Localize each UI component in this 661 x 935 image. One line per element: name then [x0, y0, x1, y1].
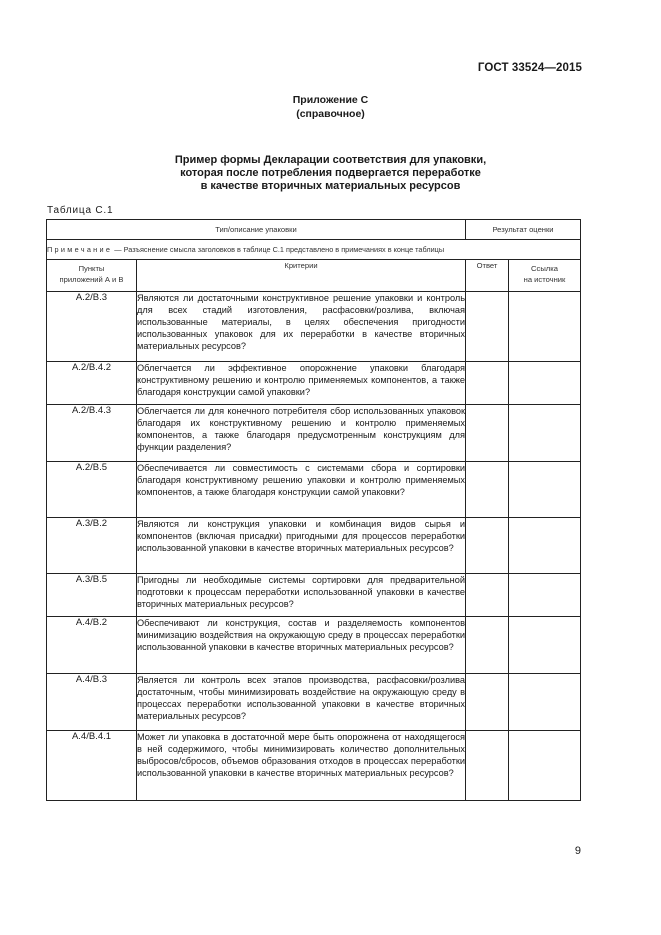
title-line-1: Пример формы Декларации соответствия для упаковки, [174, 154, 487, 166]
row-reference-cell[interactable] [509, 405, 581, 462]
appendix-heading [0, 93, 661, 121]
table-row [47, 518, 581, 574]
row-code: А.2/В.5 [47, 462, 137, 518]
row-criterion: Является ли контроль всех этапов производства, расфасовки/розлива достаточным, чтобы минимизировать воздействие на окружающую среду в процессах переработки использованной упаковки в качестве вторичных материальных ресурсов? [137, 674, 466, 731]
row-reference-cell[interactable] [509, 674, 581, 731]
row-reference-cell[interactable] [509, 574, 581, 617]
row-code: А.4/В.2 [47, 617, 137, 674]
table-column-header-row [47, 260, 581, 292]
row-answer-cell[interactable] [466, 518, 509, 574]
row-code: А.2/В.4.2 [47, 362, 137, 405]
row-answer-cell[interactable] [466, 617, 509, 674]
row-code: А.2/В.4.3 [47, 405, 137, 462]
table-row [47, 292, 581, 362]
table-header-top-row [47, 220, 581, 240]
table-row [47, 405, 581, 462]
header-packaging-type: Тип/описание упаковки [47, 220, 466, 240]
row-code: А.3/В.5 [47, 574, 137, 617]
appendix-title: Приложение С [292, 94, 369, 106]
table-row [47, 574, 581, 617]
row-answer-cell[interactable] [466, 292, 509, 362]
title-line-3: в качестве вторичных материальных ресурсов [200, 180, 461, 192]
row-reference-cell[interactable] [509, 292, 581, 362]
col-header-points [47, 260, 137, 292]
row-answer-cell[interactable] [466, 462, 509, 518]
row-answer-cell[interactable] [466, 362, 509, 405]
row-code: А.4/В.4.1 [47, 731, 137, 801]
row-reference-cell[interactable] [509, 518, 581, 574]
row-answer-cell[interactable] [466, 574, 509, 617]
table-note [47, 240, 581, 260]
row-criterion: Облегчается ли эффективное опорожнение упаковки благодаря конструктивному решению и контролю применяемых компонентов, а также благодаря конструкции самой упаковки? [137, 362, 466, 405]
col-header-reference-line2: на источник [523, 275, 566, 284]
table-row [47, 617, 581, 674]
row-criterion: Облегчается ли для конечного потребителя сбор использованных упаковок благодаря их конструктивному решению и контролю применяемых компонентов, а также благодаря предусмотренным конструкциям для функции разделения? [137, 405, 466, 462]
title-line-2: которая после потребления подвергается переработке [180, 167, 481, 179]
row-reference-cell[interactable] [509, 362, 581, 405]
row-criterion: Являются ли конструкция упаковки и комбинация видов сырья и компонентов (включая присадки) пригодными для процессов переработки использованной упаковки в качестве вторичных материальных ресурсов? [137, 518, 466, 574]
table-row [47, 674, 581, 731]
table-row [47, 362, 581, 405]
col-header-reference-line1: Ссылка [531, 264, 558, 273]
row-criterion: Пригодны ли необходимые системы сортировки для предварительной подготовки к процессам переработки использованной упаковки в качестве вторичных материальных ресурсов? [137, 574, 466, 617]
declaration-table [46, 219, 581, 801]
row-answer-cell[interactable] [466, 731, 509, 801]
col-header-answer: Ответ [466, 260, 509, 292]
document-number: ГОСТ 33524—2015 [477, 62, 582, 74]
row-code: А.4/В.3 [47, 674, 137, 731]
note-label: Примечание [47, 245, 113, 254]
page-title [0, 154, 661, 193]
col-header-points-line2: приложений А и В [59, 275, 124, 284]
col-header-points-line1: Пункты [78, 264, 105, 273]
table-row [47, 731, 581, 801]
row-criterion: Обеспечивают ли конструкция, состав и разделяемость компонентов минимизацию воздействия на окружающую среду в процессах переработки использованной упаковки в качестве вторичных материальных ресурсов? [137, 617, 466, 674]
table-caption: Таблица С.1 [47, 205, 114, 216]
col-header-criteria: Критерии [137, 260, 466, 292]
row-reference-cell[interactable] [509, 462, 581, 518]
col-header-reference [509, 260, 581, 292]
row-code: А.3/В.2 [47, 518, 137, 574]
row-criterion: Может ли упаковка в достаточной мере быть опорожнена от находящегося в ней содержимого, чтобы минимизировать количество дополнительных выбросов/сбросов, объемов образования отходов в процессах переработки использованной упаковки в качестве вторичных материальных ресурсов? [137, 731, 466, 801]
table-note-row [47, 240, 581, 260]
row-reference-cell[interactable] [509, 731, 581, 801]
header-assessment-result: Результат оценки [466, 220, 581, 240]
note-text: — Разъяснение смысла заголовков в таблице С.1 представлено в примечаниях в конце таблицы [112, 245, 445, 254]
row-answer-cell[interactable] [466, 674, 509, 731]
row-reference-cell[interactable] [509, 617, 581, 674]
row-criterion: Обеспечивается ли совместимость с системами сбора и сортировки благодаря конструктивному решению упаковки и контролю применяемых компонентов, а также благодаря конструкции самой упаковки? [137, 462, 466, 518]
appendix-subtitle: (справочное) [296, 108, 365, 120]
row-code: А.2/В.3 [47, 292, 137, 362]
table-row [47, 462, 581, 518]
row-answer-cell[interactable] [466, 405, 509, 462]
row-criterion: Являются ли достаточными конструктивное решение упаковки и контроль для всех стадий изготовления, расфасовки/розлива, включая использованные материалы, в целях обеспечения пригодности использованных упаковок для их переработки в качестве вторичных материальных ресурсов? [137, 292, 466, 362]
page-number: 9 [574, 845, 581, 857]
